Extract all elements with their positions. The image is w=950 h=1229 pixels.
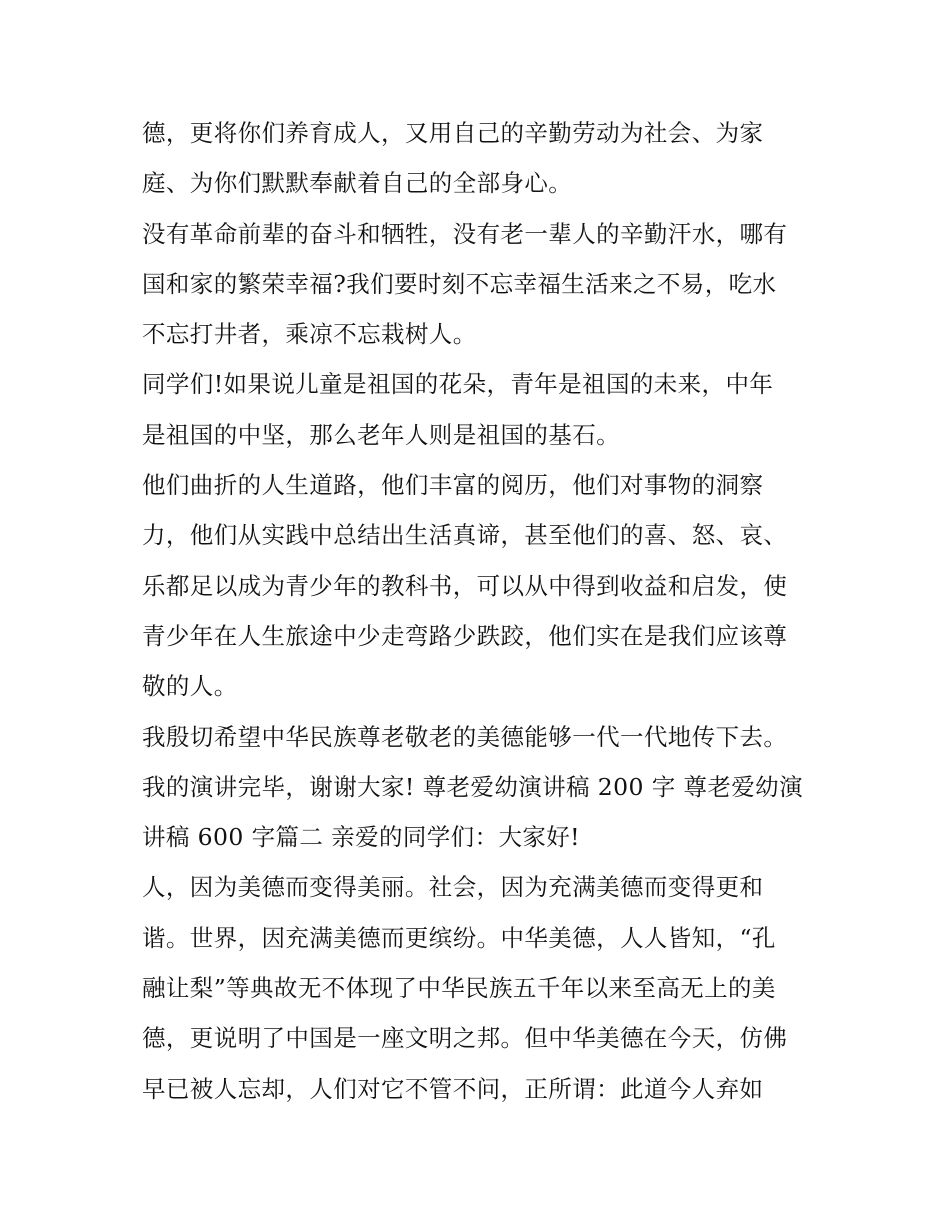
text-line: 没有革命前辈的奋斗和牺牲，没有老一辈人的辛勤汗水，哪有 <box>142 219 788 248</box>
text-line: 是祖国的中坚，那么老年人则是祖国的基石。 <box>142 420 620 449</box>
body-text <box>142 108 822 1114</box>
text-line: 早已被人忘却，人们对它不管不问，正所谓：此道今人弃如 <box>142 1074 764 1103</box>
text-line: 人，因为美德而变得美丽。社会，因为充满美德而变得更和 <box>142 873 764 902</box>
text-line: 庭、为你们默默奉献着自己的全部身心。 <box>142 169 573 198</box>
text-line: 德，更将你们养育成人，又用自己的辛勤劳动为社会、为家 <box>142 119 764 147</box>
text-line: 力，他们从实践中总结出生活真谛，甚至他们的喜、怒、哀、 <box>142 521 788 550</box>
text-line: 融让梨”等典故无不体现了中华民族五千年以来至高无上的美 <box>142 974 776 1003</box>
text-line: 讲稿 600 字篇二 亲爱的同学们：大家好! <box>142 823 581 852</box>
text-line: 不忘打井者，乘凉不忘栽树人。 <box>142 320 477 349</box>
text-line: 谐。世界，因充满美德而更缤纷。中华美德，人人皆知，“孔 <box>142 923 776 952</box>
text-line: 乐都足以成为青少年的教科书，可以从中得到收益和启发，使 <box>142 571 788 600</box>
text-line: 德，更说明了中国是一座文明之邦。但中华美德在今天，仿佛 <box>142 1024 788 1053</box>
text-line: 同学们!如果说儿童是祖国的花朵，青年是祖国的未来，中年 <box>142 370 774 399</box>
text-line: 我的演讲完毕，谢谢大家! 尊老爱幼演讲稿 200 字 尊老爱幼演 <box>142 772 803 801</box>
text-line: 国和家的繁荣幸福?我们要时刻不忘幸福生活来之不易，吃水 <box>142 269 777 298</box>
text-line: 敬的人。 <box>142 672 238 701</box>
text-line: 他们曲折的人生道路，他们丰富的阅历，他们对事物的洞察 <box>142 471 764 500</box>
text-line: 我殷切希望中华民族尊老敬老的美德能够一代一代地传下去。 <box>142 722 788 751</box>
text-line: 青少年在人生旅途中少走弯路少跌跤，他们实在是我们应该尊 <box>142 621 788 650</box>
